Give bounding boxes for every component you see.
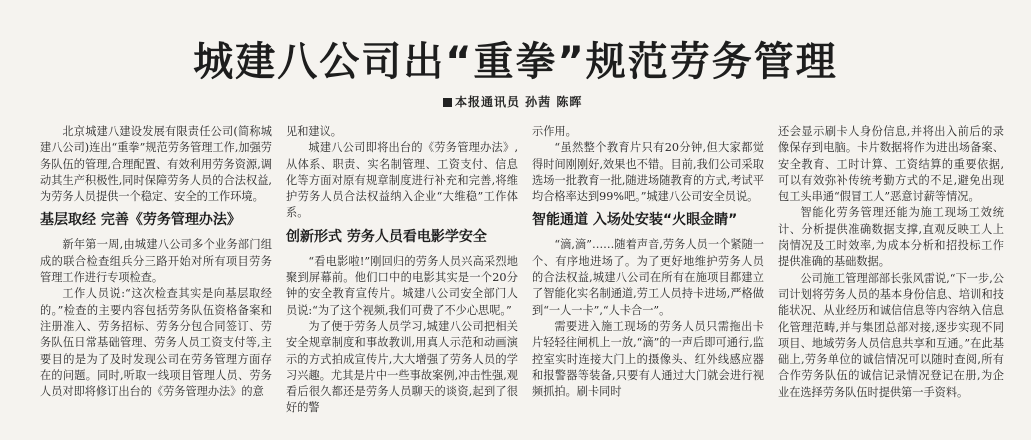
- section-heading: 基层取经 完善《劳务管理办法》: [40, 212, 241, 229]
- article-column-3: [532, 124, 764, 440]
- paragraph: 还会显示刷卡人身份信息,并将出入前后的录像保存到电脑。卡片数据将作为进出场备案、安全教育、工时计算、工资结算的重要依据,可以有效弥补传统考勤方式的不足,避免出现包工头串通“假冒工人”恶意讨薪等情况。: [778, 125, 1004, 204]
- paragraph: 需要进入施工现场的劳务人员只需拖出卡片轻轻往闸机上一放,“滴”的一声后即可通行,监控室实时连接大门上的摄像头、红外线感应器和报警器等装备,只要有人通过大门就会进行视频抓拍。刷卡同时: [532, 319, 764, 399]
- paragraph: “虽然整个教育片只有20分钟,但大家都觉得时间刚刚好,效果也不错。目前,我们公司采取选场一批教育一批,随进场随教育的方式,考试平均合格率达到99%吧。”城建八公司安全员说。: [532, 141, 764, 204]
- paragraph: “看电影啦!”刚回归的劳务人员兴高采烈地聚到屏幕前。他们口中的电影其实是一个20分钟的安全教育宣传片。城建八公司安全部门人员说:“为了这个视频,我们可费了不少心思呢。”: [286, 254, 518, 317]
- paragraph: 示作用。: [532, 125, 577, 138]
- section-heading: 创新形式 劳务人员看电影学安全: [286, 228, 487, 245]
- paragraph: 城建八公司即将出台的《劳务管理办法》,从体系、职责、实名制管理、工资支付、信息化等方面对原有规章制度进行补充和完善,将维护劳务人员合法权益纳入企业“大维稳”工作体系。: [286, 141, 518, 220]
- article-column-4: [778, 124, 1004, 440]
- paragraph: 公司施工管理部部长张风雷说,“下一步,公司计划将劳务人员的基本身份信息、培训和技能状况、从业经历和诚信信息等内容纳入信息化管理范畴,并与集团总部对接,逐步实现不同项目、地域劳务人员信息共享和互通。”在此基础上,劳务单位的诚信情况可以随时查阅,所有合作劳务队伍的诚信记录情况登记在册,为企业在选择劳务队伍时提供第一手资料。: [778, 271, 1004, 399]
- paragraph: 工作人员说:“这次检查其实是向基层取经的。”检查的主要内容包括劳务队伍资格备案和注册准入、劳务招标、劳务分包合同签订、劳务队伍日常基础管理、劳务人员工资支付等,主要目的是为了及时发现公司在劳务管理方面存在的问题。同时,听取一线项目管理人员、劳务人员对即将修订出台的《劳务管理办法》的意: [40, 287, 272, 399]
- square-bullet-icon: [443, 98, 452, 107]
- paragraph: 为了便于劳务人员学习,城建八公司把相关安全规章制度和事故教训,用真人示范和动画演示的方式拍成宣传片,大大增强了劳务人员的学习兴趣。尤其是片中一些事故案例,冲击性强,观看后很久都还是劳务人员聊天的谈资,起到了很好的警: [286, 319, 518, 415]
- byline-text: 本报通讯员 孙茜 陈晖: [455, 95, 583, 109]
- article-column-1: [40, 124, 272, 440]
- byline: [443, 93, 582, 110]
- paragraph: 新年第一周,由城建八公司多个业务部门组成的联合检查组兵分三路开始对所有项目劳务管理工作进行专项检查。: [40, 238, 272, 285]
- article-column-2: [286, 124, 518, 440]
- headline: 城建八公司出“重拳”规范劳务管理: [193, 39, 838, 85]
- paragraph: “滴,滴”……随着声音,劳务人员一个紧随一个、有序地进场了。为了更好地维护劳务人员的合法权益,城建八公司在所有在施项目都建立了智能化实名制通道,劳工人员持卡进场,严格做到“一人一卡”,“人卡合一”。: [532, 238, 764, 317]
- paragraph: 见和建议。: [286, 125, 342, 138]
- section-heading: 智能通道 入场处安装“火眼金睛”: [532, 212, 738, 229]
- paragraph: 北京城建八建设发展有限责任公司(简称城建八公司)连出“重拳”规范劳务管理工作,加强劳务队伍的管理,合理配置、有效利用劳务资源,调动其生产积极性,同时保障劳务人员的合法权益,为劳务人员提供一个稳定、安全的工作环境。: [40, 125, 272, 204]
- paragraph: 智能化劳务管理还能为施工现场工效统计、分析提供准确数据支撑,直观反映工人上岗情况及工时效率,为成本分析和招投标工作提供准确的基础数据。: [778, 206, 1004, 269]
